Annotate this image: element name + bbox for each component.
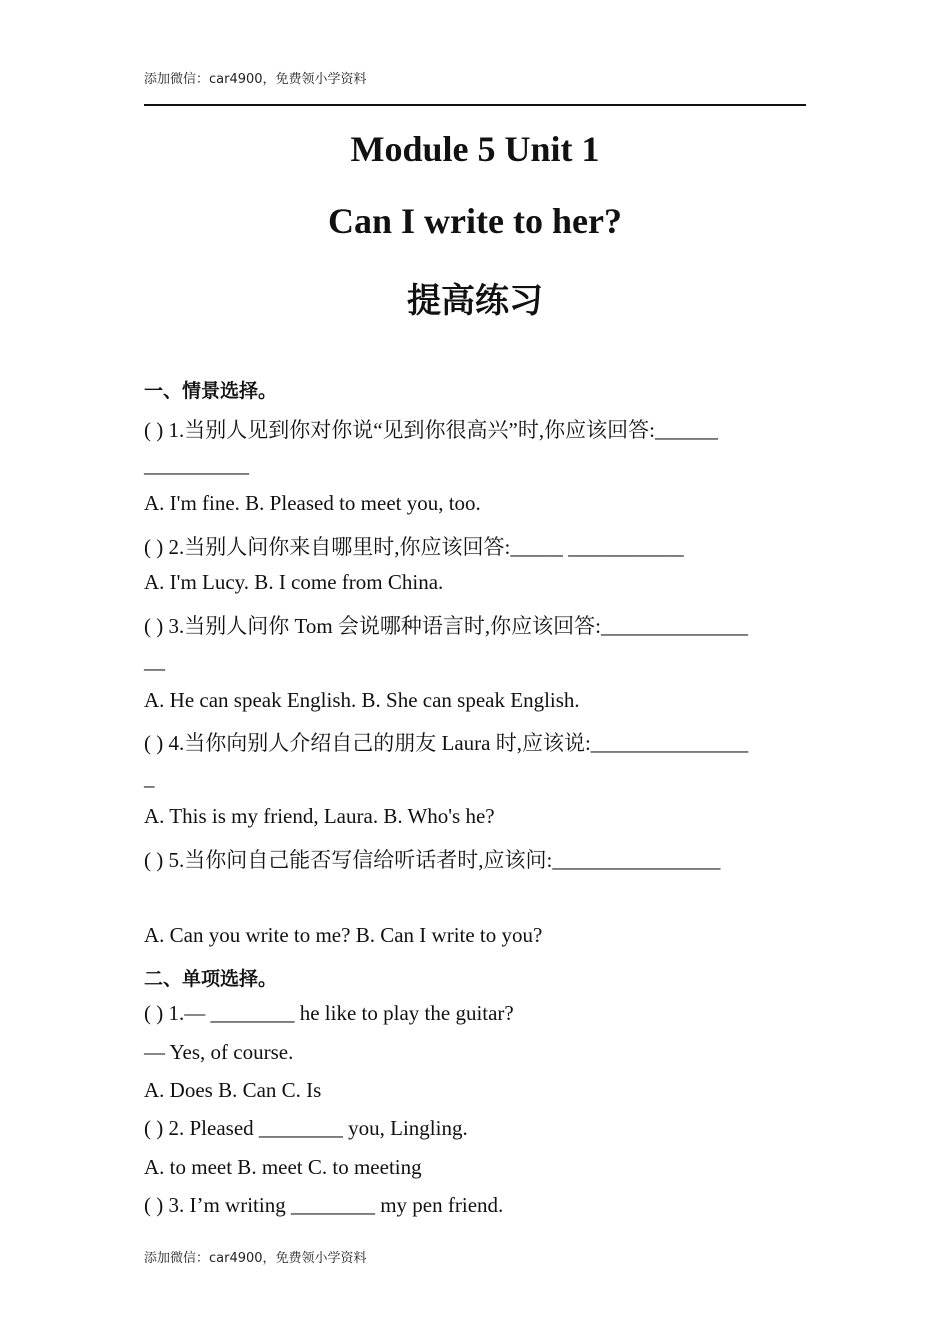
s1-line: A. He can speak English. B. She can speak English. [144,688,580,712]
s1-line: ( ) 3.当别人问你 Tom 会说哪种语言时,你应该回答:______________ [144,614,749,638]
s2-line: ( ) 2. Pleased ________ you, Lingling. [144,1116,468,1140]
title-module: Module 5 Unit 1 [350,129,600,169]
s1-line: A. This is my friend, Laura. B. Who's he? [144,804,495,828]
section2-heading: 二、单项选择。 [144,968,278,990]
s1-line: ( ) 4.当你向别人介绍自己的朋友 Laura 时,应该说:_______________ [144,731,749,755]
s2-line: — Yes, of course. [144,1040,294,1064]
s1-line: __________ [144,453,249,477]
page-footer: 添加微信：car4900，免费领小学资料 [144,1251,367,1266]
header-rule [144,104,806,106]
s1-line: A. I'm fine. B. Pleased to meet you, too. [144,491,481,515]
page-header: 添加微信：car4900，免费领小学资料 [144,72,367,87]
s2-line: A. Does B. Can C. Is [144,1078,322,1102]
s1-line: A. Can you write to me? B. Can I write to you? [144,923,543,947]
title-practice: 提高练习 [407,281,543,321]
s2-line: ( ) 3. I’m writing ________ my pen friend. [144,1193,504,1217]
s1-line: A. I'm Lucy. B. I come from China. [144,570,444,594]
s2-line: ( ) 1.— ________ he like to play the guitar? [144,1001,514,1025]
s2-line: A. to meet B. meet C. to meeting [144,1155,422,1179]
s1-line: ( ) 1.当别人见到你对你说“见到你很高兴”时,你应该回答:______ [144,418,718,442]
section1-heading: 一、情景选择。 [144,380,278,402]
title-lesson: Can I write to her? [328,201,622,241]
s1-line: ( ) 5.当你问自己能否写信给听话者时,应该问:________________ [144,848,721,872]
s1-line: _ [144,766,155,790]
s1-line: ( ) 2.当别人问你来自哪里时,你应该回答:_____ ___________ [144,535,684,559]
s1-line: __ [144,649,165,673]
